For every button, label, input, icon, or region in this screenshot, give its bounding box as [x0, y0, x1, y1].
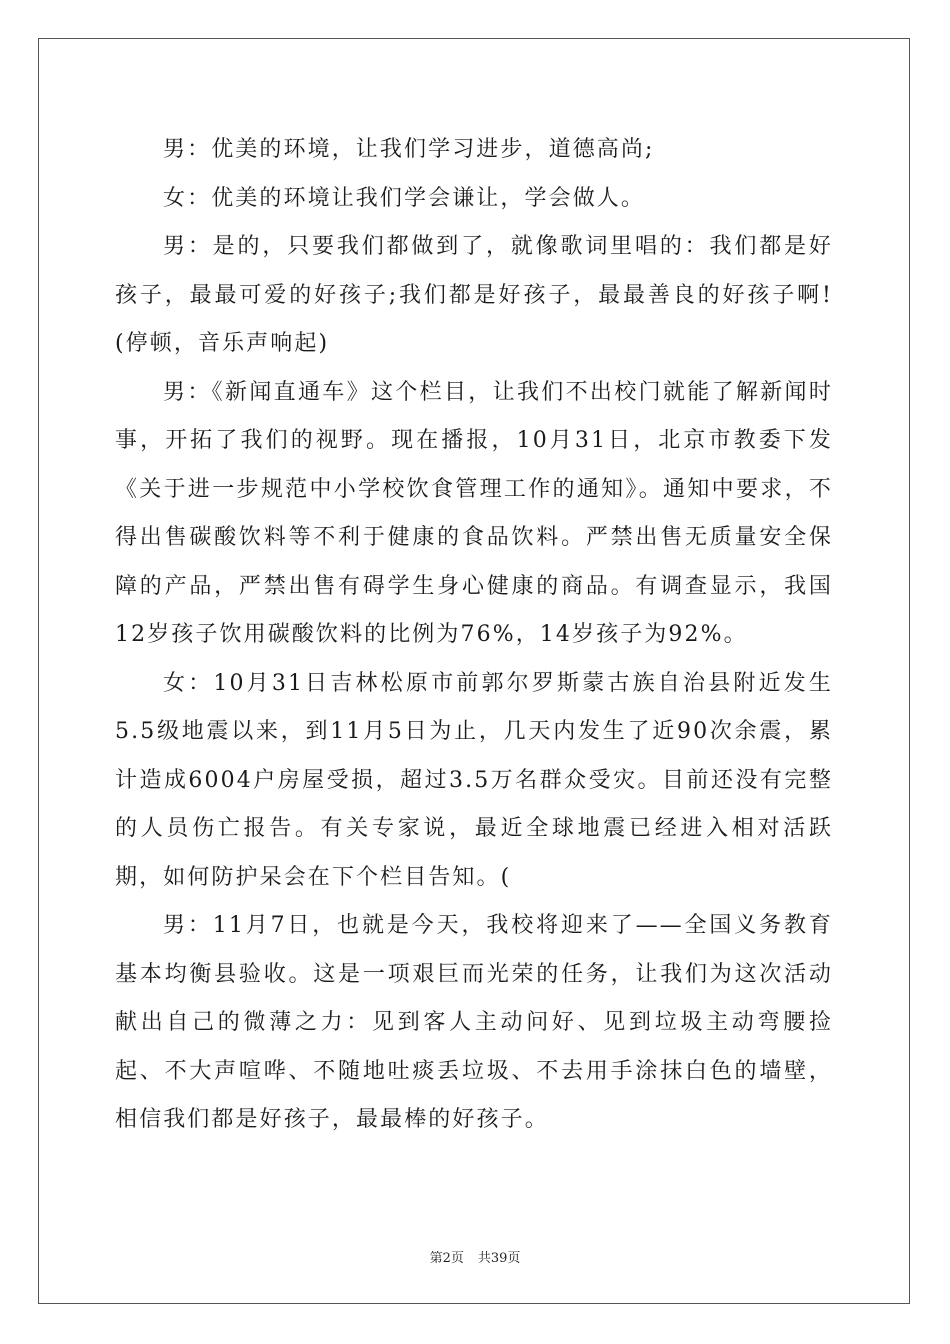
paragraph-6: 男：11月7日，也就是今天，我校将迎来了——全国义务教育基本均衡县验收。这是一项艰巨而光荣的任务，让我们为这次活动献出自己的微薄之力：见到客人主动问好、见到垃圾主动弯腰捡起、不大声喧哗、不随地吐痰丢垃圾、不去用手涂抹白色的墙壁，相信我们都是好孩子，最最棒的好孩子。	[115, 913, 833, 1132]
paragraph-3: 男：是的，只要我们都做到了，就像歌词里唱的：我们都是好孩子，最最可爱的好孩子;我们都是好孩子，最最善良的好孩子啊!(停顿，音乐声响起)	[115, 234, 833, 356]
document-body	[115, 126, 833, 1145]
current-page-number: 第2页	[429, 1251, 464, 1266]
paragraph-2: 女：优美的环境让我们学会谦让，学会做人。	[163, 185, 646, 211]
paragraph-1: 男：优美的环境，让我们学习进步，道德高尚;	[163, 137, 655, 162]
total-page-count: 共39页	[477, 1251, 521, 1266]
paragraph-5: 女：10月31日吉林松原市前郭尔罗斯蒙古族自治县附近发生5.5级地震以来，到11月5日为止，几天内发生了近90次余震，累计造成6004户房屋受损，超过3.5万名群众受灾。目前还没有完整的人员伤亡报告。有关专家说，最近全球地震已经进入相对活跃期，如何防护呆会在下个栏目告知。(	[115, 670, 833, 890]
page-footer	[0, 1247, 950, 1266]
paragraph-4: 男：《新闻直通车》这个栏目，让我们不出校门就能了解新闻时事，开拓了我们的视野。现在播报，10月31日，北京市教委下发《关于进一步规范中小学校饮食管理工作的通知》。通知中要求，不得出售碳酸饮料等不利于健康的食品饮料。严禁出售无质量安全保障的产品，严禁出售有碍学生身心健康的商品。有调查显示，我国12岁孩子饮用碳酸饮料的比例为76%，14岁孩子为92%。	[115, 379, 833, 647]
